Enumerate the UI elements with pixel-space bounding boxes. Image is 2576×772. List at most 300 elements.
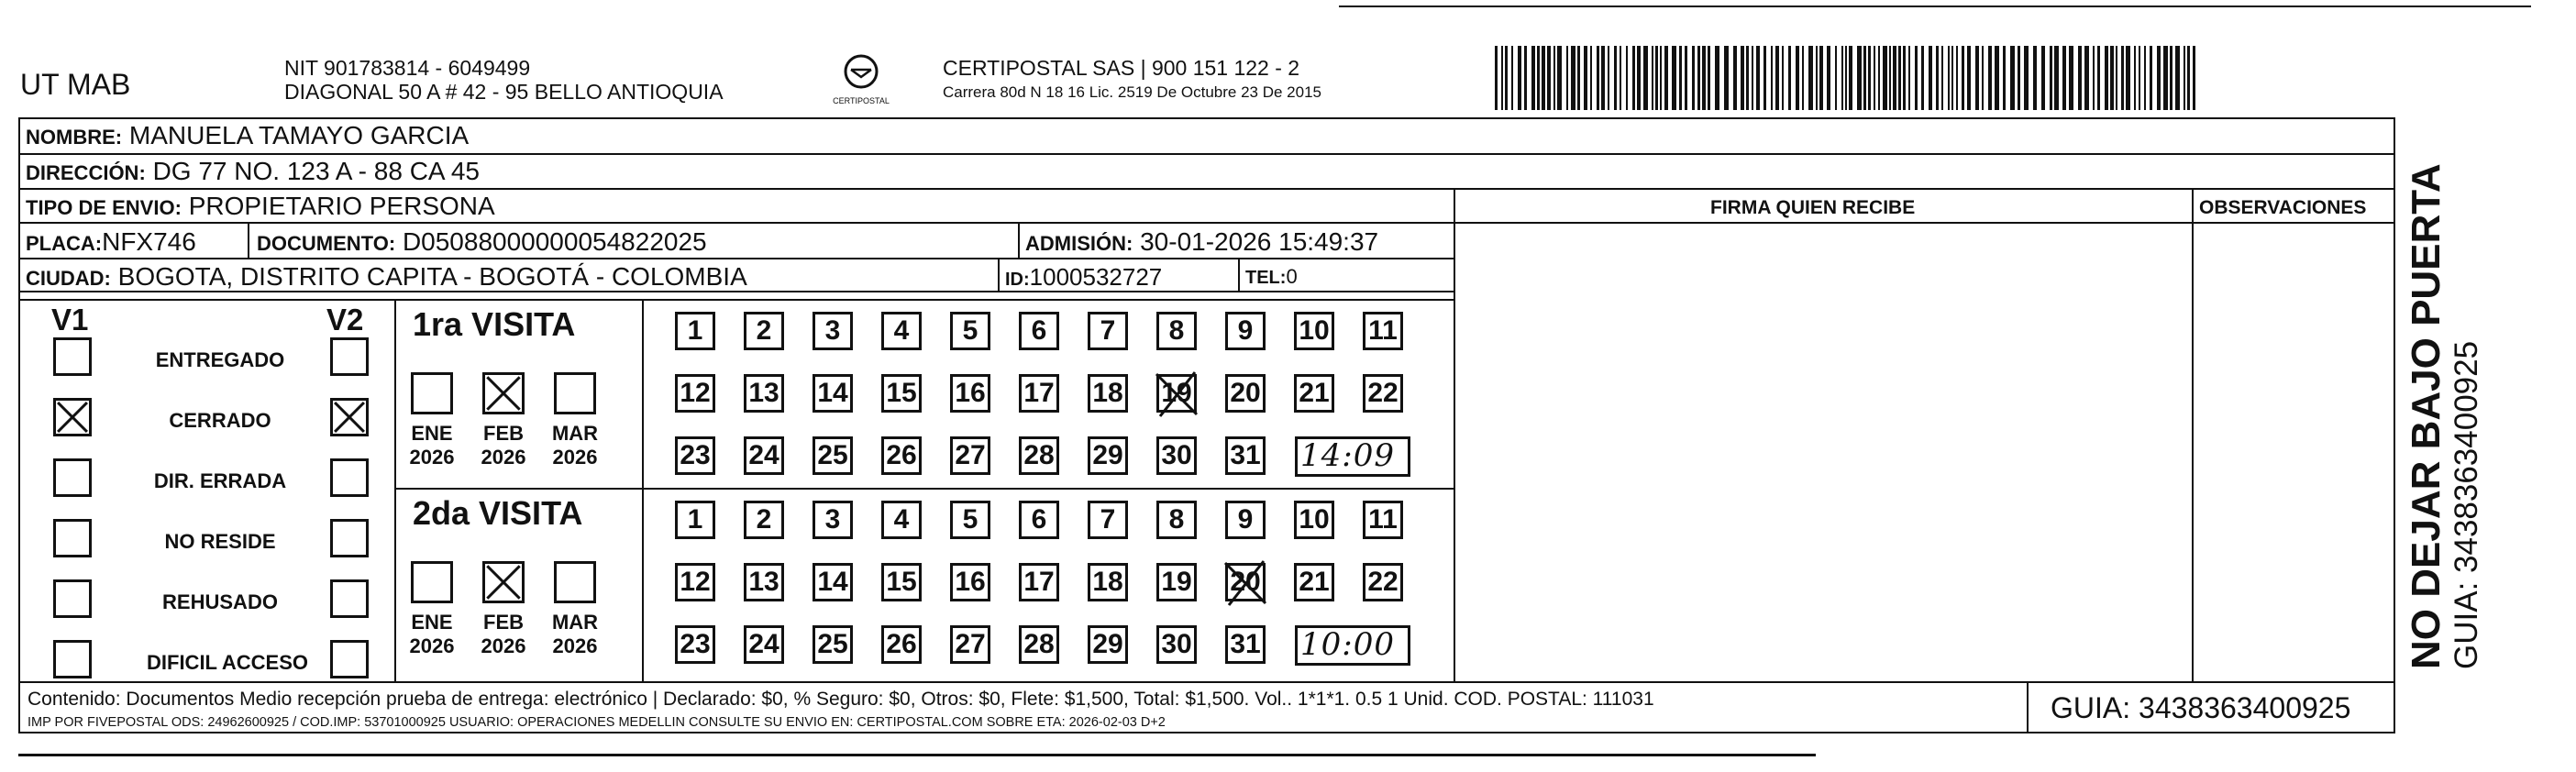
day-box[interactable] bbox=[1088, 563, 1128, 601]
col-line-guia bbox=[2027, 681, 2029, 733]
barcode-bar bbox=[1819, 46, 1823, 110]
barcode-bar bbox=[1518, 46, 1521, 110]
day-number: 7 bbox=[1100, 504, 1116, 535]
barcode-bar bbox=[1511, 46, 1513, 110]
row-line-1 bbox=[18, 153, 2395, 155]
day-box[interactable] bbox=[950, 563, 990, 601]
barcode-bar bbox=[1995, 46, 1999, 110]
footer-line-1: Contenido: Documentos Medio recepción prueba de entrega: electrónico | Declarado: $0, % Seguro: $0, Otros: $0, Flete: $1,500, Total: $1,500. Vol.. 1*1*1. 0.5 1 Unid. COD. POSTAL: 111031 bbox=[28, 689, 1654, 710]
barcode-bar bbox=[1531, 46, 1535, 110]
status-label: DIFICIL ACCESO bbox=[147, 651, 309, 674]
barcode-bar bbox=[2003, 46, 2006, 110]
day-number: 16 bbox=[955, 378, 986, 408]
handwritten-time: 14:09 bbox=[1300, 437, 1395, 474]
barcode-bar bbox=[1637, 46, 1641, 110]
day-number: 19 bbox=[1161, 567, 1192, 597]
day-number: 24 bbox=[748, 440, 779, 470]
day-number: 28 bbox=[1023, 440, 1055, 470]
day-number: 13 bbox=[748, 378, 779, 408]
month-label: FEB bbox=[483, 611, 524, 634]
barcode-bar bbox=[1660, 46, 1662, 110]
day-number: 3 bbox=[824, 315, 841, 346]
barcode-bar bbox=[1988, 46, 1992, 110]
barcode-bar bbox=[1620, 46, 1621, 110]
barcode-bar bbox=[1557, 46, 1562, 110]
row-line-6 bbox=[18, 299, 1454, 301]
year-label: 2026 bbox=[552, 446, 598, 469]
year-label: 2026 bbox=[481, 634, 526, 657]
day-box[interactable] bbox=[881, 563, 922, 601]
day-number: 25 bbox=[817, 440, 848, 470]
v1-checkbox[interactable] bbox=[53, 519, 92, 557]
month-checkbox[interactable] bbox=[482, 561, 525, 603]
day-box[interactable] bbox=[950, 501, 990, 539]
day-box[interactable] bbox=[1225, 312, 1266, 350]
barcode-bar bbox=[1524, 46, 1527, 110]
barcode-bar bbox=[1878, 46, 1880, 110]
day-box[interactable] bbox=[1088, 625, 1128, 664]
barcode-bar bbox=[1495, 46, 1498, 110]
barcode-bar bbox=[1889, 46, 1891, 110]
documento-label: DOCUMENTO: bbox=[257, 232, 396, 255]
direccion-row bbox=[26, 159, 480, 184]
placa-divider bbox=[248, 222, 249, 259]
certipostal-logo bbox=[825, 53, 897, 108]
barcode-bar bbox=[2110, 46, 2114, 110]
day-box[interactable] bbox=[744, 312, 784, 350]
barcode-bar bbox=[1697, 46, 1700, 110]
barcode-bar bbox=[2175, 46, 2180, 110]
day-number: 4 bbox=[893, 315, 910, 346]
col-line-obs bbox=[2192, 188, 2194, 683]
day-box[interactable] bbox=[1088, 374, 1128, 413]
barcode-bar bbox=[2116, 46, 2117, 110]
barcode-bar bbox=[1733, 46, 1737, 110]
day-box[interactable] bbox=[1019, 625, 1059, 664]
barcode-bar bbox=[2069, 46, 2073, 110]
day-box[interactable] bbox=[1019, 312, 1059, 350]
day-box[interactable] bbox=[744, 374, 784, 413]
day-box[interactable] bbox=[1363, 563, 1403, 601]
barcode-bar bbox=[1951, 46, 1953, 110]
barcode-bar bbox=[2193, 46, 2195, 110]
day-box[interactable] bbox=[744, 436, 784, 475]
day-box[interactable] bbox=[1156, 625, 1197, 664]
day-box[interactable] bbox=[1019, 501, 1059, 539]
v2-checkbox[interactable] bbox=[330, 337, 369, 376]
day-number: 22 bbox=[1367, 567, 1399, 597]
day-box[interactable] bbox=[1088, 501, 1128, 539]
day-number: 29 bbox=[1092, 440, 1123, 470]
barcode-bar bbox=[2024, 46, 2029, 110]
barcode-bar bbox=[1566, 46, 1568, 110]
day-number: 15 bbox=[886, 378, 917, 408]
day-number: 10 bbox=[1299, 504, 1330, 535]
day-number: 24 bbox=[748, 629, 779, 659]
day-box[interactable] bbox=[950, 312, 990, 350]
documento-value: D05088000000054822025 bbox=[402, 227, 707, 256]
direccion-label: DIRECCIÓN: bbox=[26, 161, 146, 184]
barcode-bar bbox=[2150, 46, 2152, 110]
direccion-value: DG 77 NO. 123 A - 88 CA 45 bbox=[152, 157, 480, 185]
barcode bbox=[1493, 46, 2199, 112]
day-box[interactable] bbox=[950, 374, 990, 413]
v1-checkbox[interactable] bbox=[53, 640, 92, 678]
v1-header: V1 bbox=[51, 303, 89, 336]
side-text bbox=[2404, 163, 2484, 669]
day-box[interactable] bbox=[1225, 563, 1266, 601]
barcode-bar bbox=[1841, 46, 1843, 110]
day-box[interactable] bbox=[1019, 436, 1059, 475]
barcode-bar bbox=[1771, 46, 1773, 110]
frame-top bbox=[18, 117, 2394, 119]
day-box[interactable] bbox=[1225, 501, 1266, 539]
day-number: 31 bbox=[1230, 629, 1261, 659]
placa-value: NFX746 bbox=[102, 227, 196, 256]
day-box[interactable] bbox=[1156, 436, 1197, 475]
barcode-bar bbox=[1632, 46, 1635, 110]
day-number: 25 bbox=[817, 629, 848, 659]
barcode-bar bbox=[1936, 46, 1939, 110]
day-number: 26 bbox=[886, 440, 917, 470]
day-box[interactable] bbox=[1294, 563, 1334, 601]
barcode-bar bbox=[1982, 46, 1984, 110]
day-number: 31 bbox=[1230, 440, 1261, 470]
day-number: 22 bbox=[1367, 378, 1399, 408]
day-box[interactable] bbox=[881, 436, 922, 475]
day-box[interactable] bbox=[1294, 501, 1334, 539]
barcode-bar bbox=[1692, 46, 1695, 110]
year-label: 2026 bbox=[481, 446, 526, 469]
footer-line-2: IMP POR FIVEPOSTAL ODS: 24962600925 / COD.IMP: 53701000925 USUARIO: OPERACIONES MEDELLIN CONSULTE SU ENVIO EN: CERTIPOSTAL.COM SOBRE ETA: 2026-02-03 D+2 bbox=[28, 715, 1166, 730]
day-box[interactable] bbox=[744, 625, 784, 664]
v2-checkbox[interactable] bbox=[330, 519, 369, 557]
day-number: 1 bbox=[687, 315, 703, 346]
visit-title: 2da VISITA bbox=[413, 494, 583, 532]
day-box[interactable] bbox=[1225, 625, 1266, 664]
tipo-row bbox=[26, 193, 495, 219]
day-number: 21 bbox=[1299, 567, 1330, 597]
barcode-bar bbox=[1802, 46, 1804, 110]
month-label: FEB bbox=[483, 422, 524, 445]
ciudad-value: BOGOTA, DISTRITO CAPITA - BOGOTÁ - COLOMBIA bbox=[117, 262, 747, 291]
barcode-bar bbox=[1883, 46, 1887, 110]
ciudad-label: CIUDAD: bbox=[26, 267, 111, 290]
month-checkbox[interactable] bbox=[554, 372, 596, 414]
day-number: 17 bbox=[1023, 567, 1055, 597]
v1-checkbox[interactable] bbox=[53, 579, 92, 618]
month-checkbox[interactable] bbox=[554, 561, 596, 603]
barcode-bar bbox=[2187, 46, 2190, 110]
v1-checkbox[interactable] bbox=[53, 398, 92, 436]
day-box[interactable] bbox=[1156, 312, 1197, 350]
month-label: ENE bbox=[411, 611, 453, 634]
barcode-bar bbox=[1685, 46, 1687, 110]
day-box[interactable] bbox=[1019, 374, 1059, 413]
barcode-bar bbox=[1857, 46, 1862, 110]
id-value: 1000532727 bbox=[1029, 263, 1163, 291]
day-box[interactable] bbox=[1225, 436, 1266, 475]
barcode-bar bbox=[1652, 46, 1653, 110]
barcode-bar bbox=[2144, 46, 2146, 110]
day-box[interactable] bbox=[1156, 563, 1197, 601]
barcode-bar bbox=[1827, 46, 1830, 110]
year-label: 2026 bbox=[409, 446, 455, 469]
day-box[interactable] bbox=[675, 374, 715, 413]
day-box[interactable] bbox=[813, 563, 853, 601]
day-box[interactable] bbox=[1294, 374, 1334, 413]
day-box[interactable] bbox=[813, 374, 853, 413]
row-line-3 bbox=[18, 222, 2395, 224]
month-checkbox[interactable] bbox=[482, 372, 525, 414]
barcode-bar bbox=[2033, 46, 2037, 110]
barcode-bar bbox=[1501, 46, 1503, 110]
barcode-bar bbox=[2054, 46, 2059, 110]
side-warning: NO DEJAR BAJO PUERTA bbox=[2404, 163, 2449, 669]
barcode-bar bbox=[2163, 46, 2168, 110]
barcode-bar bbox=[1874, 46, 1875, 110]
barcode-bar bbox=[1835, 46, 1837, 110]
barcode-bar bbox=[2157, 46, 2161, 110]
day-number: 3 bbox=[824, 504, 841, 535]
firma-header: FIRMA QUIEN RECIBE bbox=[1710, 197, 1916, 218]
barcode-bar bbox=[1756, 46, 1760, 110]
admision-row bbox=[1025, 229, 1378, 255]
day-number: 17 bbox=[1023, 378, 1055, 408]
visit-title: 1ra VISITA bbox=[413, 305, 576, 343]
admision-value: 30-01-2026 15:49:37 bbox=[1140, 227, 1379, 256]
barcode-bar bbox=[1796, 46, 1799, 110]
barcode-bar bbox=[2018, 46, 2020, 110]
barcode-bar bbox=[1614, 46, 1617, 110]
barcode-bar bbox=[2093, 46, 2095, 110]
day-number: 20 bbox=[1230, 378, 1261, 408]
barcode-bar bbox=[1626, 46, 1628, 110]
v1-checkbox[interactable] bbox=[53, 458, 92, 497]
barcode-bar bbox=[1746, 46, 1749, 110]
day-number: 11 bbox=[1368, 504, 1398, 535]
day-number: 12 bbox=[680, 378, 711, 408]
year-label: 2026 bbox=[552, 634, 598, 657]
row-line-2 bbox=[18, 188, 2395, 190]
barcode-bar bbox=[2184, 46, 2185, 110]
day-box[interactable] bbox=[950, 625, 990, 664]
ciudad-row bbox=[26, 264, 747, 290]
day-box[interactable] bbox=[813, 312, 853, 350]
provider-name: CERTIPOSTAL SAS | 900 151 122 - 2 bbox=[943, 56, 1300, 80]
barcode-bar bbox=[1584, 46, 1587, 110]
barcode-bar bbox=[1505, 46, 1508, 110]
day-box[interactable] bbox=[813, 625, 853, 664]
v2-checkbox[interactable] bbox=[330, 458, 369, 497]
day-box[interactable] bbox=[881, 501, 922, 539]
day-number: 30 bbox=[1161, 440, 1192, 470]
v2-checkbox[interactable] bbox=[330, 398, 369, 436]
day-number: 2 bbox=[756, 315, 772, 346]
tel-row bbox=[1245, 267, 1298, 287]
day-box[interactable] bbox=[881, 374, 922, 413]
day-number: 18 bbox=[1092, 378, 1123, 408]
barcode-bar bbox=[1908, 46, 1910, 110]
month-checkbox[interactable] bbox=[411, 561, 453, 603]
barcode-bar bbox=[1903, 46, 1906, 110]
barcode-bar bbox=[1962, 46, 1964, 110]
day-box[interactable] bbox=[1363, 501, 1403, 539]
frame-left bbox=[18, 117, 20, 733]
barcode-bar bbox=[2062, 46, 2066, 110]
barcode-bar bbox=[2097, 46, 2100, 110]
day-box[interactable] bbox=[1156, 374, 1197, 413]
day-box[interactable] bbox=[675, 563, 715, 601]
day-number: 28 bbox=[1023, 629, 1055, 659]
barcode-bar bbox=[1868, 46, 1871, 110]
barcode-bar bbox=[1643, 46, 1648, 110]
tel-divider bbox=[1238, 258, 1240, 292]
day-box[interactable] bbox=[1225, 374, 1266, 413]
barcode-bar bbox=[2078, 46, 2082, 110]
day-number: 10 bbox=[1299, 315, 1330, 346]
day-number: 27 bbox=[955, 629, 986, 659]
barcode-bar bbox=[1849, 46, 1852, 110]
col-line-firma bbox=[1454, 188, 1455, 683]
visits-month-divider bbox=[642, 299, 644, 682]
tipo-label: TIPO DE ENVIO: bbox=[26, 196, 182, 219]
day-box[interactable] bbox=[813, 436, 853, 475]
day-number: 7 bbox=[1100, 315, 1116, 346]
day-number: 4 bbox=[893, 504, 910, 535]
day-number: 18 bbox=[1092, 567, 1123, 597]
id-divider bbox=[998, 258, 1000, 292]
barcode-bar bbox=[1775, 46, 1779, 110]
nombre-value: MANUELA TAMAYO GARCIA bbox=[128, 121, 470, 149]
status-label: CERRADO bbox=[169, 409, 271, 432]
day-box[interactable] bbox=[675, 436, 715, 475]
barcode-bar bbox=[2105, 46, 2108, 110]
status-label: DIR. ERRADA bbox=[153, 469, 287, 492]
day-box[interactable] bbox=[675, 625, 715, 664]
barcode-bar bbox=[1808, 46, 1813, 110]
barcode-bar bbox=[1967, 46, 1971, 110]
day-box[interactable] bbox=[881, 625, 922, 664]
day-box[interactable] bbox=[1363, 374, 1403, 413]
month-label: MAR bbox=[551, 611, 599, 634]
nombre-label: NOMBRE: bbox=[26, 126, 123, 149]
tel-label: TEL: bbox=[1245, 268, 1287, 288]
day-box[interactable] bbox=[1088, 436, 1128, 475]
barcode-bar bbox=[1845, 46, 1847, 110]
day-box[interactable] bbox=[744, 563, 784, 601]
barcode-bar bbox=[1741, 46, 1744, 110]
day-number: 5 bbox=[962, 504, 978, 535]
day-number: 6 bbox=[1031, 315, 1047, 346]
barcode-bar bbox=[1921, 46, 1924, 110]
day-box[interactable] bbox=[881, 312, 922, 350]
day-box[interactable] bbox=[1156, 501, 1197, 539]
observaciones-header: OBSERVACIONES bbox=[2199, 197, 2367, 218]
v1-checkbox[interactable] bbox=[53, 337, 92, 376]
year-label: 2026 bbox=[409, 634, 455, 657]
barcode-bar bbox=[1553, 46, 1555, 110]
tipo-value: PROPIETARIO PERSONA bbox=[188, 192, 495, 220]
admision-divider bbox=[1018, 222, 1020, 259]
month-label: ENE bbox=[411, 422, 453, 445]
day-box[interactable] bbox=[1088, 312, 1128, 350]
day-number: 14 bbox=[817, 567, 848, 597]
day-box[interactable] bbox=[1294, 312, 1334, 350]
day-number: 8 bbox=[1168, 504, 1185, 535]
day-box[interactable] bbox=[950, 436, 990, 475]
barcode-bar bbox=[2041, 46, 2045, 110]
barcode-bar bbox=[1608, 46, 1609, 110]
barcode-bar bbox=[1752, 46, 1753, 110]
day-box[interactable] bbox=[744, 501, 784, 539]
day-number: 2 bbox=[756, 504, 772, 535]
admision-label: ADMISIÓN: bbox=[1025, 232, 1133, 255]
barcode-bar bbox=[2050, 46, 2052, 110]
barcode-bar bbox=[1702, 46, 1706, 110]
barcode-bar bbox=[1655, 46, 1658, 110]
day-number: 11 bbox=[1368, 315, 1398, 346]
id-label: ID: bbox=[1005, 270, 1030, 290]
barcode-bar bbox=[1975, 46, 1979, 110]
barcode-bar bbox=[1715, 46, 1719, 110]
visits-divider bbox=[394, 488, 1454, 490]
barcode-bar bbox=[1672, 46, 1676, 110]
day-box[interactable] bbox=[1363, 312, 1403, 350]
barcode-bar bbox=[2170, 46, 2172, 110]
tel-value: 0 bbox=[1286, 265, 1298, 288]
v2-checkbox[interactable] bbox=[330, 579, 369, 618]
barcode-bar bbox=[1571, 46, 1575, 110]
frame-right bbox=[2394, 117, 2395, 733]
day-number: 9 bbox=[1237, 504, 1254, 535]
day-number: 12 bbox=[680, 567, 711, 597]
month-label: MAR bbox=[551, 422, 599, 445]
company-nit: NIT 901783814 - 6049499 bbox=[284, 56, 531, 80]
v2-checkbox[interactable] bbox=[330, 640, 369, 678]
scan-edge-top bbox=[1339, 6, 2531, 7]
logo-text: CERTIPOSTAL bbox=[833, 96, 890, 105]
placa-label: PLACA: bbox=[26, 232, 103, 255]
id-row bbox=[1005, 265, 1162, 289]
day-box[interactable] bbox=[675, 501, 715, 539]
day-box[interactable] bbox=[675, 312, 715, 350]
barcode-bar bbox=[1863, 46, 1866, 110]
barcode-bar bbox=[1782, 46, 1784, 110]
day-number: 27 bbox=[955, 440, 986, 470]
footer-guia: GUIA: 3438363400925 bbox=[2051, 691, 2351, 724]
status-label: ENTREGADO bbox=[155, 348, 285, 371]
day-number: 5 bbox=[962, 315, 978, 346]
day-number: 26 bbox=[886, 629, 917, 659]
day-box[interactable] bbox=[1019, 563, 1059, 601]
barcode-bar bbox=[1915, 46, 1918, 110]
day-number: 15 bbox=[886, 567, 917, 597]
status-divider bbox=[394, 299, 396, 682]
barcode-bar bbox=[1708, 46, 1710, 110]
barcode-bar bbox=[1724, 46, 1729, 110]
barcode-bar bbox=[1816, 46, 1818, 110]
day-number: 20 bbox=[1230, 567, 1261, 597]
day-number: 23 bbox=[680, 440, 711, 470]
day-number: 30 bbox=[1161, 629, 1192, 659]
scan-edge-bottom bbox=[18, 754, 1816, 756]
barcode-bar bbox=[1941, 46, 1943, 110]
day-box[interactable] bbox=[813, 501, 853, 539]
month-checkbox[interactable] bbox=[411, 372, 453, 414]
barcode-bar bbox=[1601, 46, 1605, 110]
day-number: 23 bbox=[680, 629, 711, 659]
